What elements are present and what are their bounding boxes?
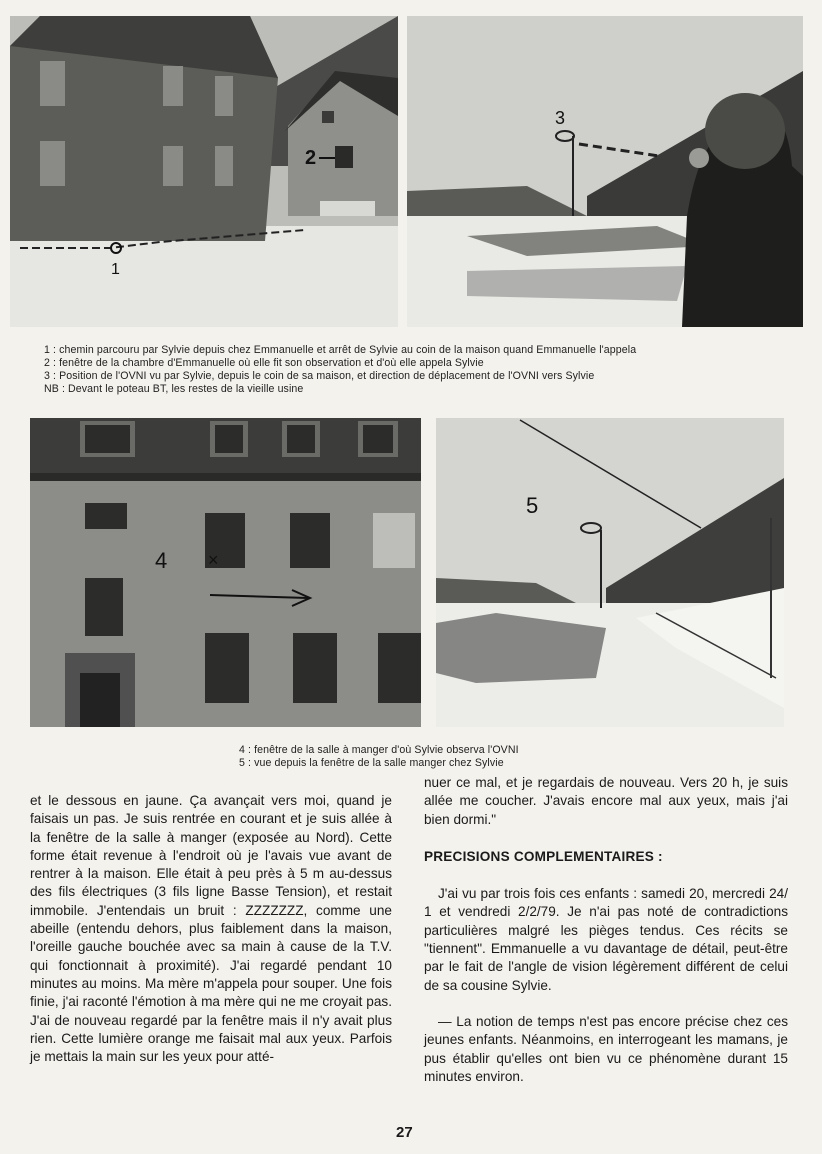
- marker-5: 5: [526, 493, 539, 518]
- right-column: [424, 774, 788, 1086]
- photo-houses: [10, 16, 398, 327]
- caption-line: 3 : Position de l'OVNI vu par Sylvie, depuis le coin de sa maison, et direction de déplacement de l'OVNI vers Sylvie: [44, 370, 595, 382]
- photo-building-facade: [30, 418, 421, 727]
- svg-text:×: ×: [208, 550, 219, 570]
- marker-3: 3: [555, 108, 566, 128]
- page-number: 27: [396, 1124, 413, 1141]
- caption-bottom: [239, 744, 519, 770]
- caption-line: 5 : vue depuis la fenêtre de la salle manger chez Sylvie: [239, 757, 504, 769]
- marker-1: 1: [111, 261, 120, 278]
- caption-line: 4 : fenêtre de la salle à manger d'où Sylvie observa l'OVNI: [239, 744, 519, 756]
- caption-line: 1 : chemin parcouru par Sylvie depuis chez Emmanuelle et arrêt de Sylvie au coin de la maison quand Emmanuelle l'appela: [44, 344, 637, 356]
- photo-view-from-window: [436, 418, 784, 727]
- left-paragraph: et le dessous en jaune. Ça avançait vers moi, quand je faisais un pas. Je suis rentrée en courant et je suis allée à la fenêtre de la salle à manger (exposée au Nord). Cette forme était revenue à l'endroit où je l'avais vue avant de rentrer à la maison. Elle était à peu près à 5 m au-dessus des fils électriques (3 fils ligne Basse Tension), et restait immobile. J'entendais un bruit : ZZZZZZZ, comme une abeille (entendu dehors, plus faiblement dans la maison, l'oreille gauche bouchée avec sa main à cause de la T.V. qui fonctionnait à proximité). J'ai regardé pendant 10 minutes au moins. Ma mère m'appela pour souper. Une fois finie, j'ai raconté l'émotion à ma mère qui ne me croyait pas. J'ai de nouveau regardé par la fenêtre mais il n'y avait plus rien. Cette lumière orange me faisait mal aux yeux. Parfois je mettais la main sur les yeux pour atté-: [30, 793, 392, 1065]
- caption-line: NB : Devant le poteau BT, les restes de la vieille usine: [44, 383, 304, 395]
- marker-2: 2: [305, 147, 317, 169]
- left-column: [30, 792, 392, 1066]
- marker-4: 4: [155, 548, 168, 573]
- right-paragraph-2: J'ai vu par trois fois ces enfants : samedi 20, mercredi 24/ 1 et vendredi 2/2/79. Je n'ai pas noté de contradictions particulières malgré les pièges tendus. Ces récits se "tiennent". Emmanuelle a vu davantage de détail, peut-être par le fait de l'angle de vision légèrement différent de celui de sa cousine Sylvie.: [424, 886, 788, 993]
- photo-snow-field-figure: [407, 16, 803, 327]
- right-paragraph-3: — La notion de temps n'est pas encore précise chez ces jeunes enfants. Néanmoins, en interrogeant les mamans, je pus établir qu'elles ont bien vu ce phénomène durant 15 minutes environ.: [424, 1013, 788, 1084]
- right-paragraph-1: nuer ce mal, et je regardais de nouveau. Vers 20 h, je suis allée me coucher. J'avais encore mal aux yeux, mais j'ai bien dormi.": [424, 775, 788, 827]
- caption-line: 2 : fenêtre de la chambre d'Emmanuelle où elle fit son observation et d'où elle appela Sylvie: [44, 357, 484, 369]
- caption-top: [44, 344, 636, 396]
- section-heading: PRECISIONS COMPLEMENTAIRES :: [424, 848, 663, 864]
